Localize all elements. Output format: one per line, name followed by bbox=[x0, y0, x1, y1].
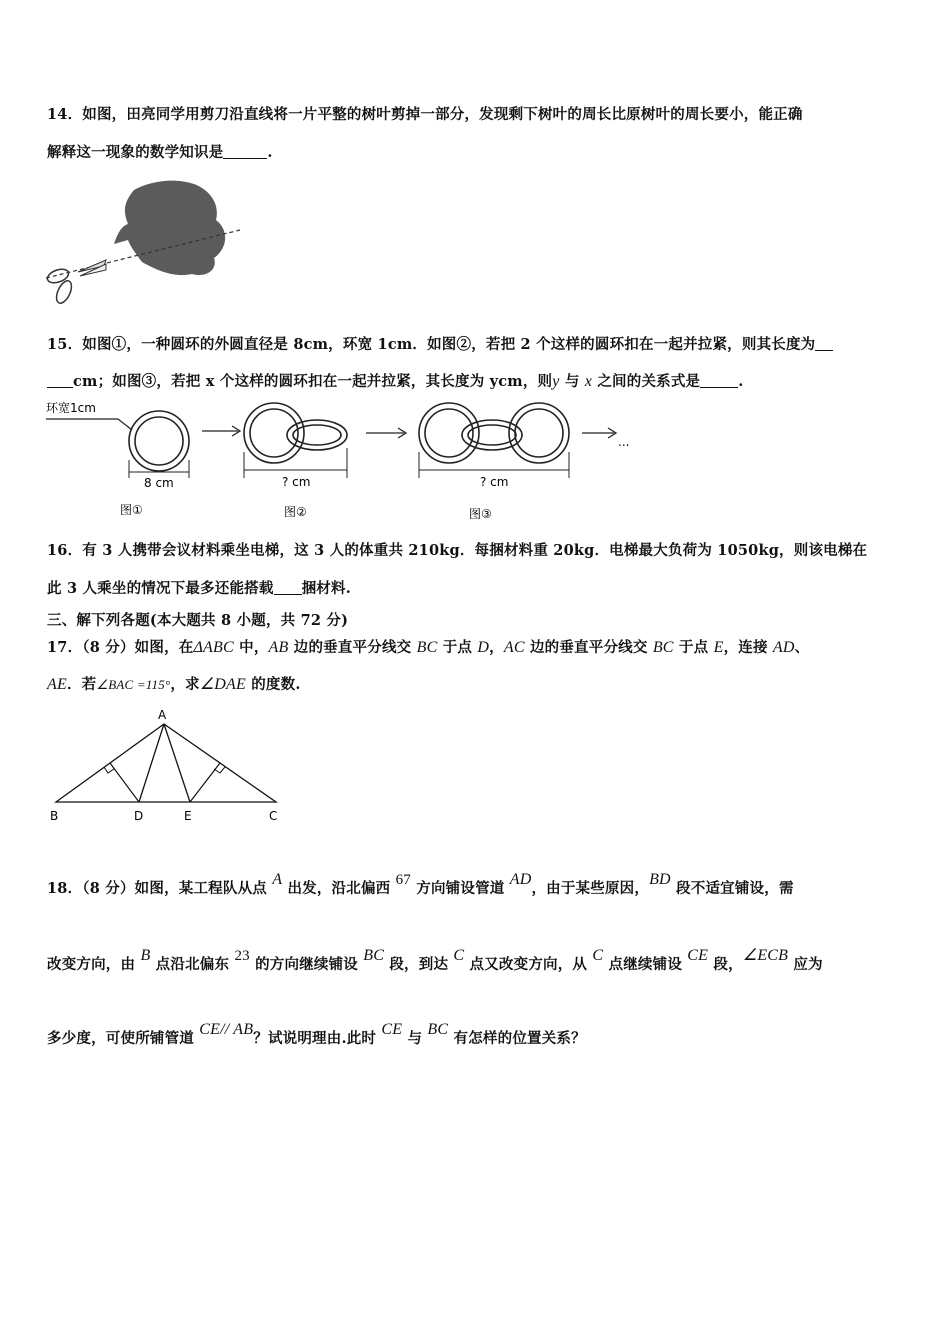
dim-2: ? cm bbox=[282, 475, 311, 489]
perp-bisector-ac bbox=[190, 763, 220, 802]
q18-line1 bbox=[47, 871, 794, 898]
math-bc: BC bbox=[652, 639, 674, 656]
answer-blank bbox=[223, 144, 267, 159]
q14-line1: 14．如图，田亮同学用剪刀沿直线将一片平整的树叶剪掉一部分，发现剩下树叶的周长比原树叶的周长要小，能正确 bbox=[47, 106, 803, 123]
label-c: C bbox=[269, 809, 278, 823]
q15-line2-c: 之间的关系式是 bbox=[592, 373, 701, 390]
ellipsis: ... bbox=[618, 435, 630, 449]
math-angle-dae: ∠DAE bbox=[199, 676, 246, 693]
label-a: A bbox=[158, 708, 167, 722]
dim-8cm: 8 cm bbox=[144, 476, 174, 490]
ring-3a-inner bbox=[425, 409, 473, 457]
scissors-handle-1 bbox=[46, 267, 71, 286]
q18-text: 改变方向，由 bbox=[47, 956, 141, 973]
q15-line1-text: 15．如图①，一种圆环的外圆直径是 8cm，环宽 1cm．如图②，若把 2 个这样的圆环扣在一起并拉紧，则其长度为 bbox=[47, 336, 816, 353]
q18-text: 应为 bbox=[788, 956, 823, 973]
q17-text: 于点 bbox=[673, 639, 714, 656]
math-bc: BC bbox=[416, 639, 438, 656]
q16-line2-b: 捆材料. bbox=[301, 580, 351, 597]
q17-text: 于点 bbox=[437, 639, 478, 656]
leaf-shape bbox=[114, 181, 225, 275]
q17-text: ．若 bbox=[66, 676, 97, 693]
var-y: y bbox=[552, 373, 560, 390]
math-c: C bbox=[453, 947, 465, 964]
segment-ae bbox=[164, 724, 190, 802]
q17-text: ，连接 bbox=[723, 639, 773, 656]
math-ae: AE bbox=[47, 676, 67, 693]
q18-text: 有怎样的位置关系？ bbox=[448, 1030, 586, 1047]
q15-line1 bbox=[47, 333, 833, 354]
q18-text: 点又改变方向，从 bbox=[464, 956, 593, 973]
q18-text: 多少度，可使所铺管道 bbox=[47, 1030, 200, 1047]
q18-text: 点沿北偏东 bbox=[150, 956, 235, 973]
q17-line2 bbox=[47, 673, 301, 694]
math-23: 23 bbox=[234, 948, 250, 964]
q18-line3 bbox=[47, 1021, 586, 1048]
q18-text: 段， bbox=[708, 956, 743, 973]
answer-blank bbox=[274, 580, 302, 595]
q18-text: 段不适宜铺设，需 bbox=[670, 880, 794, 897]
q18-text: 段，到达 bbox=[384, 956, 454, 973]
ring-2a-outer bbox=[244, 403, 304, 463]
q18-line2 bbox=[47, 947, 823, 974]
triangle-figure bbox=[44, 704, 294, 828]
q15-period: . bbox=[738, 373, 744, 390]
segment-ad bbox=[139, 724, 164, 802]
q14-line2 bbox=[47, 141, 273, 162]
q14-period: . bbox=[267, 144, 273, 161]
q18-text: 点继续铺设 bbox=[603, 956, 688, 973]
q15-line2-a: cm；如图③，若把 x 个这样的圆环扣在一起并拉紧，其长度为 ycm，则 bbox=[73, 373, 553, 390]
ring-3c-outer bbox=[509, 403, 569, 463]
q18-text: 18．（8 分）如图，某工程队从点 bbox=[47, 880, 273, 897]
q17-text: 17．（8 分）如图，在 bbox=[47, 639, 194, 656]
dim-3: ? cm bbox=[480, 475, 509, 489]
math-bd: BD bbox=[649, 871, 671, 888]
math-ac: AC bbox=[503, 639, 525, 656]
ring-1-outer bbox=[129, 411, 189, 471]
math-angle-ecb: ∠ECB bbox=[742, 947, 789, 964]
math-ce: CE bbox=[687, 947, 709, 964]
math-ce-parallel-ab: CE// AB bbox=[199, 1021, 254, 1038]
fig-label-1: 图① bbox=[120, 503, 143, 517]
fig-label-2: 图② bbox=[284, 505, 307, 519]
math-ad: AD bbox=[509, 871, 532, 888]
math-c: C bbox=[592, 947, 604, 964]
ring-chain-figure bbox=[44, 398, 644, 528]
q17-text: 边的垂直平分线交 bbox=[288, 639, 417, 656]
ring-3a-outer bbox=[419, 403, 479, 463]
ring-1-inner bbox=[135, 417, 183, 465]
q17-text: 边的垂直平分线交 bbox=[524, 639, 653, 656]
fig-label-3: 图③ bbox=[469, 507, 492, 521]
right-angle-mark-1 bbox=[104, 767, 114, 773]
math-67: 67 bbox=[395, 872, 412, 888]
ring-2b-inner bbox=[293, 425, 341, 445]
answer-blank bbox=[700, 373, 738, 388]
answer-blank bbox=[47, 373, 73, 388]
math-b: B bbox=[140, 947, 151, 964]
ring-width-label: 环宽1cm bbox=[46, 401, 96, 415]
label-d: D bbox=[134, 809, 144, 823]
q18-text: ，由于某些原因， bbox=[531, 880, 650, 897]
q17-text: 、 bbox=[794, 639, 810, 656]
q17-text: 中， bbox=[233, 639, 269, 656]
math-e: E bbox=[713, 639, 724, 656]
q17-line1 bbox=[47, 636, 809, 657]
q15-line2 bbox=[47, 370, 744, 391]
section-title: 三、解下列各题(本大题共 8 小题，共 72 分) bbox=[47, 612, 349, 629]
q18-text: 的方向继续铺设 bbox=[249, 956, 364, 973]
math-d: D bbox=[477, 639, 490, 656]
q14-line2-text: 解释这一现象的数学知识是 bbox=[47, 144, 224, 161]
leaf-scissors-figure bbox=[44, 174, 244, 314]
q16-line1: 16．有 3 人携带会议材料乘坐电梯，这 3 人的体重共 210kg．每捆材料重 20kg．电梯最大负荷为 1050kg，则该电梯在 bbox=[47, 542, 868, 559]
q17-text: 的度数. bbox=[245, 676, 301, 693]
math-bc: BC bbox=[363, 947, 385, 964]
q18-text: 与 bbox=[402, 1030, 428, 1047]
ring-2a-inner bbox=[250, 409, 298, 457]
var-x: x bbox=[584, 373, 593, 390]
q18-text: ？试说明理由.此时 bbox=[253, 1030, 382, 1047]
label-b: B bbox=[50, 809, 59, 823]
math-angle-bac: ∠BAC =115° bbox=[96, 677, 171, 692]
q17-text: ， bbox=[489, 639, 504, 656]
q16-line2 bbox=[47, 577, 351, 598]
math-bc: BC bbox=[427, 1021, 449, 1038]
math-ad: AD bbox=[772, 639, 795, 656]
label-e: E bbox=[184, 809, 192, 823]
q18-text: 方向铺设管道 bbox=[411, 880, 510, 897]
q17-text: ，求 bbox=[170, 676, 200, 693]
q16-line2-a: 此 3 人乘坐的情况下最多还能搭载 bbox=[47, 580, 274, 597]
perp-bisector-ab bbox=[110, 763, 139, 802]
q15-line2-b: 与 bbox=[559, 373, 585, 390]
math-triangle-abc: ΔABC bbox=[193, 639, 234, 656]
math-a: A bbox=[272, 871, 283, 888]
math-ce: CE bbox=[381, 1021, 403, 1038]
answer-blank bbox=[815, 336, 833, 351]
triangle-abc bbox=[56, 724, 276, 802]
math-ab: AB bbox=[268, 639, 289, 656]
q18-text: 出发，沿北偏西 bbox=[282, 880, 396, 897]
